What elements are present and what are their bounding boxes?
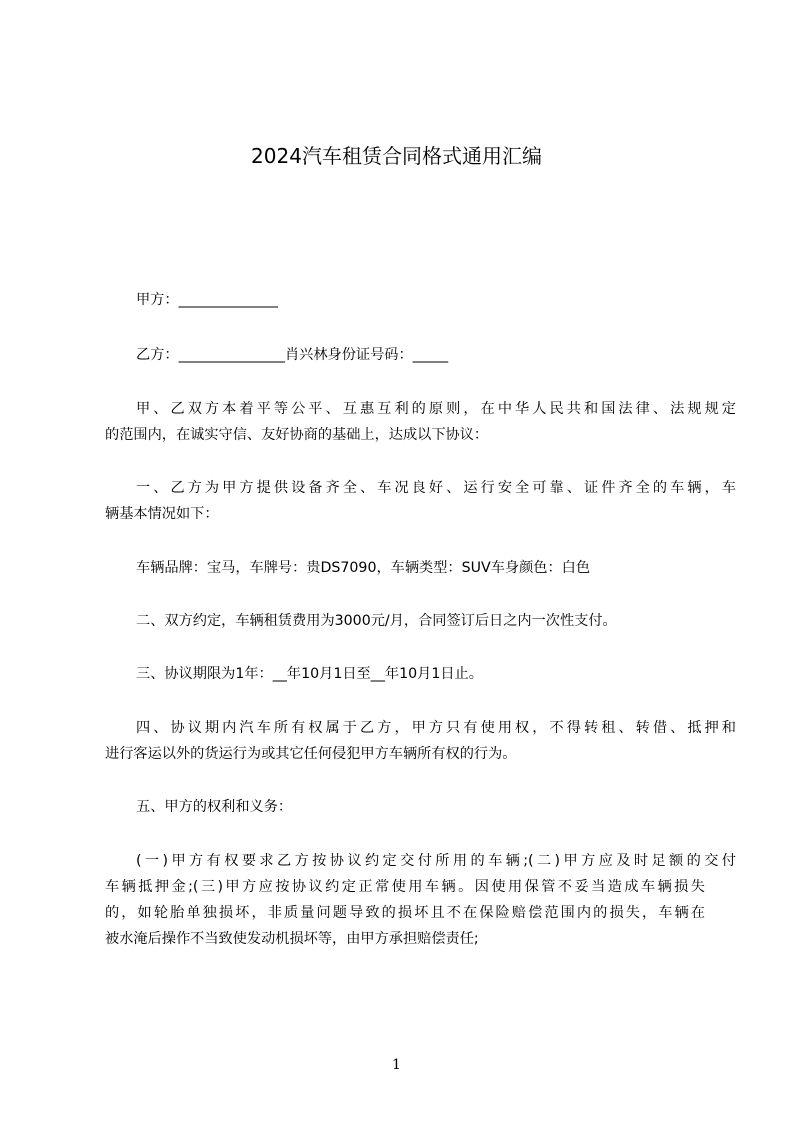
clause-5-line-2: 车辆抵押金;(三)甲方应按协议约定正常使用车辆。因使用保管不妥当造成车辆损失 — [105, 879, 705, 895]
clause-4-line-2: 进行客运以外的货运行为或其它任何侵犯甲方车辆所有权的行为。 — [105, 746, 517, 762]
clause-5-heading: 五、甲方的权利和义务： — [136, 799, 293, 815]
clause-4-line-1: 四、协议期内汽车所有权属于乙方，甲方只有使用权，不得转租、转借、抵押和 — [136, 720, 736, 736]
document-title: 2024汽车租赁合同格式通用汇编 — [251, 144, 542, 168]
party-a-line: 甲方：______________ — [136, 292, 278, 308]
page-number: 1 — [392, 1057, 401, 1073]
preamble-line-1: 甲、乙双方本着平等公平、互惠互利的原则，在中华人民共和国法律、法规规定 — [136, 401, 736, 417]
party-b-line: 乙方：_______________肖兴林身份证号码：_____ — [136, 347, 449, 363]
preamble-line-2: 的范围内，在诚实守信、友好协商的基础上，达成以下协议： — [105, 427, 489, 443]
clause-1-line-1: 一、乙方为甲方提供设备齐全、车况良好、运行安全可靠、证件齐全的车辆，车 — [136, 480, 736, 496]
clause-1-line-2: 辆基本情况如下： — [105, 506, 219, 522]
clause-5-line-4: 被水淹后操作不当致使发动机损坏等，由甲方承担赔偿责任; — [105, 931, 479, 947]
clause-5-line-3: 的，如轮胎单独损坏，非质量问题导致的损坏且不在保险赔偿范围内的损失，车辆在 — [105, 905, 705, 921]
clause-3-line: 三、协议期限为1年：__年10月1日至__年10月1日止。 — [136, 666, 483, 682]
clause-5-line-1: (一)甲方有权要求乙方按协议约定交付所用的车辆;(二)甲方应及时足额的交付 — [136, 853, 736, 869]
clause-2-line: 二、双方约定，车辆租赁费用为3000元/月，合同签订后日之内一次性支付。 — [136, 613, 617, 629]
vehicle-info-line: 车辆品牌：宝马，车牌号：贵DS7090，车辆类型：SUV车身颜色：白色 — [136, 560, 591, 576]
